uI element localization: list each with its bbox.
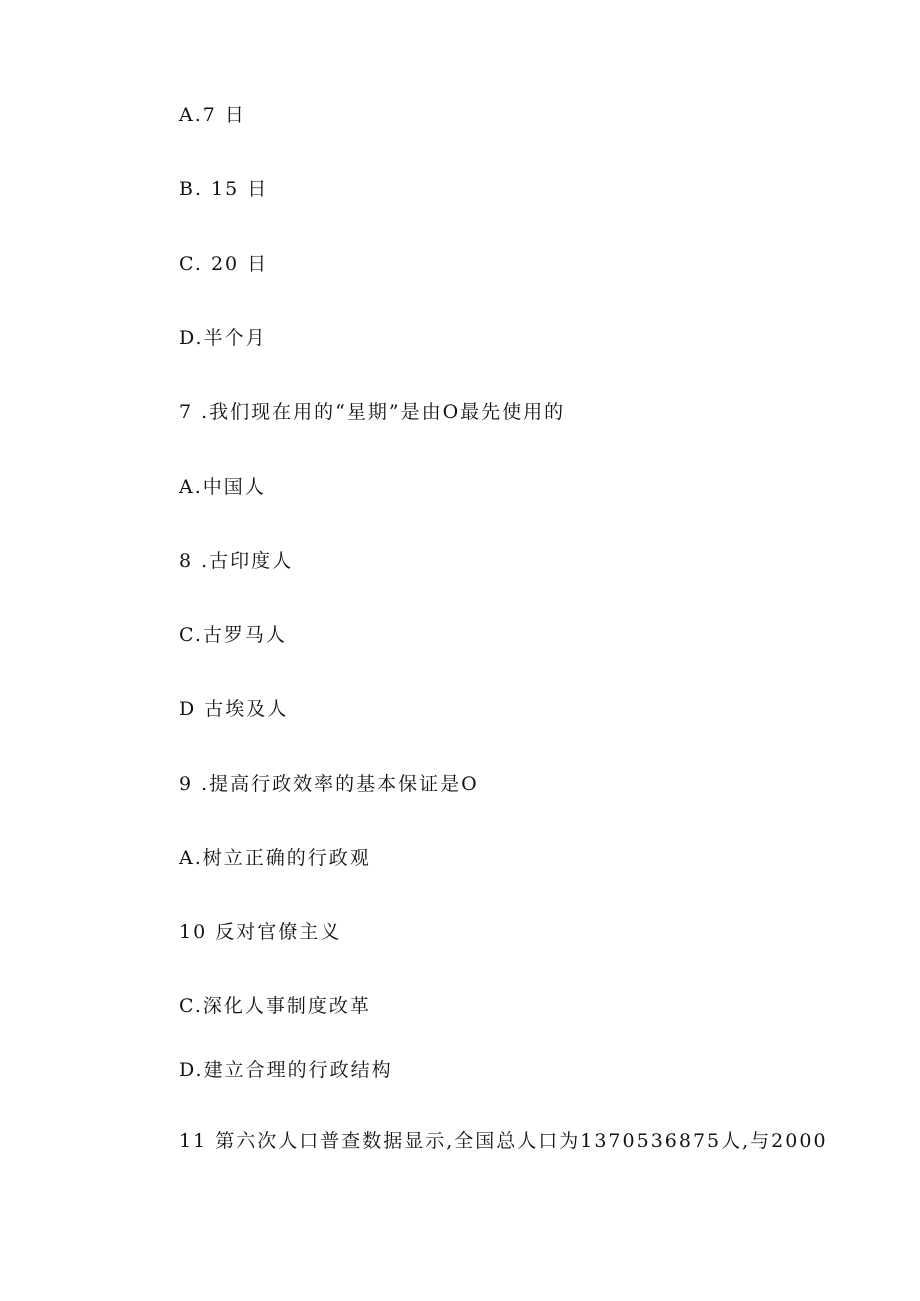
option-d-ancient-egyptian: D 古埃及人 (179, 698, 289, 720)
question-11: 11 第六次人口普查数据显示,全国总人口为1370536875人,与2000 (179, 1130, 828, 1152)
option-a-chinese: A.中国人 (179, 476, 266, 498)
option-a-7-days: A.7 日 (179, 104, 246, 126)
option-d-half-month: D.半个月 (179, 327, 267, 349)
option-c-ancient-roman: C.古罗马人 (179, 624, 287, 646)
question-7: 7 .我们现在用的“星期”是由O最先使用的 (179, 401, 566, 423)
option-b-anti-bureaucracy: 10 反对官僚主义 (179, 921, 342, 943)
option-d-admin-structure: D.建立合理的行政结构 (179, 1059, 393, 1081)
question-9: 9 .提高行政效率的基本保证是O (179, 773, 479, 795)
option-c-20-days: C. 20 日 (179, 253, 269, 275)
option-c-personnel-reform: C.深化人事制度改革 (179, 995, 371, 1017)
option-b-ancient-indian: 8 .古印度人 (179, 550, 294, 572)
option-b-15-days: B. 15 日 (179, 178, 269, 200)
option-a-administrative-view: A.树立正确的行政观 (179, 847, 371, 869)
